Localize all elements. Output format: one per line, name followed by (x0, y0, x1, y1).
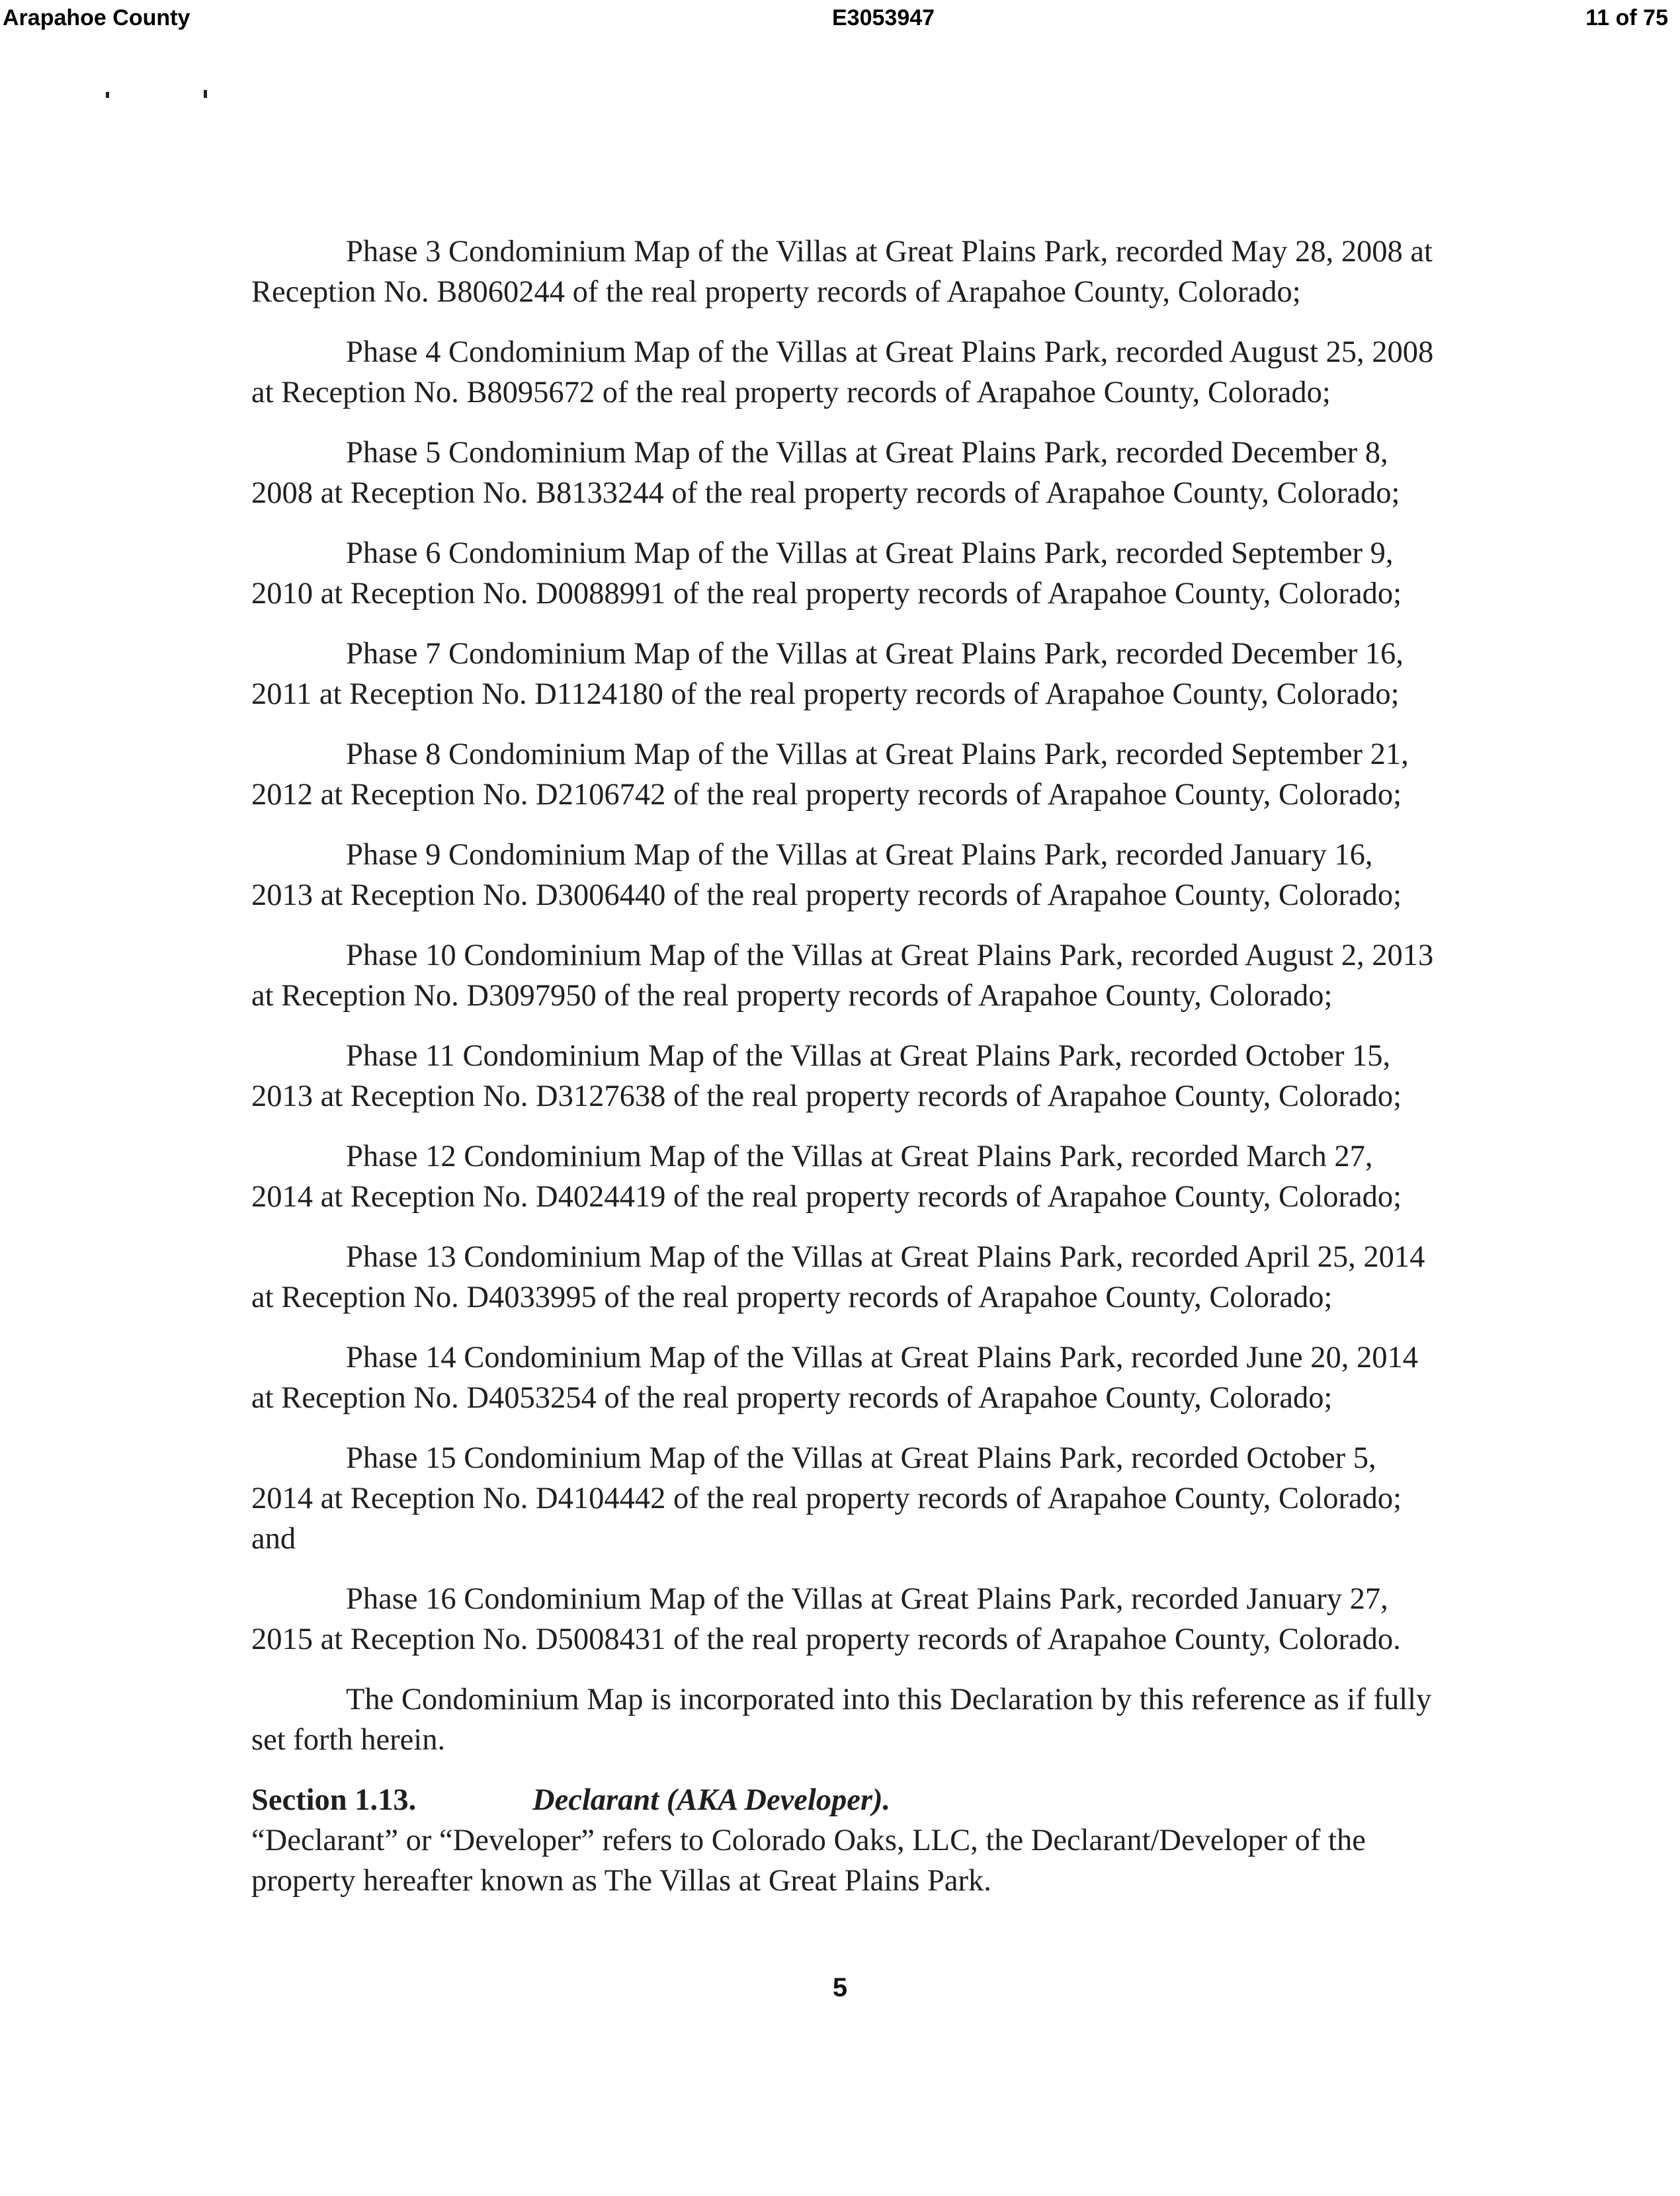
paragraph-phase-3: Phase 3 Condominium Map of the Villas at Great Plains Park, recorded May 28, 2008 at Reception No. B8060244 of the real property records of Arapahoe County, Colorado; (251, 235, 1433, 309)
header-county: Arapahoe County (3, 5, 190, 30)
header-document-id: E3053947 (832, 5, 935, 30)
page-header (0, 5, 1680, 38)
scan-mark (204, 90, 207, 98)
paragraph-phase-5: Phase 5 Condominium Map of the Villas at Great Plains Park, recorded December 8, 2008 at Reception No. B8133244 of the real property records of Arapahoe County, Colorado; (251, 436, 1400, 510)
paragraph-phase-13: Phase 13 Condominium Map of the Villas at Great Plains Park, recorded April 25, 2014 at Reception No. D4033995 of the real property records of Arapahoe County, Colorado; (251, 1240, 1425, 1314)
section-number: Section 1.13. (251, 1783, 417, 1817)
section-text: “Declarant” or “Developer” refers to Colorado Oaks, LLC, the Declarant/Developer of the property hereafter known as The Villas at Great Plains Park. (251, 1824, 1366, 1898)
paragraph-phase-11: Phase 11 Condominium Map of the Villas at Great Plains Park, recorded October 15, 2013 at Reception No. D3127638 of the real property records of Arapahoe County, Colorado; (251, 1039, 1402, 1113)
paragraph-phase-6: Phase 6 Condominium Map of the Villas at Great Plains Park, recorded September 9, 2010 at Reception No. D0088991 of the real property records of Arapahoe County, Colorado; (251, 536, 1402, 611)
paragraph-phase-15: Phase 15 Condominium Map of the Villas at Great Plains Park, recorded October 5, 2014 at Reception No. D4104442 of the real property records of Arapahoe County, Colorado; and (251, 1441, 1402, 1556)
document-body (251, 232, 1442, 1901)
paragraph-phase-10: Phase 10 Condominium Map of the Villas at Great Plains Park, recorded August 2, 2013 at Reception No. D3097950 of the real property records of Arapahoe County, Colorado; (251, 939, 1434, 1013)
paragraph-phase-16: Phase 16 Condominium Map of the Villas at Great Plains Park, recorded January 27, 2015 at Reception No. D5008431 of the real property records of Arapahoe County, Colorado. (251, 1582, 1401, 1656)
paragraph-phase-8: Phase 8 Condominium Map of the Villas at Great Plains Park, recorded September 21, 2012 at Reception No. D2106742 of the real property records of Arapahoe County, Colorado; (251, 738, 1409, 812)
paragraph-phase-9: Phase 9 Condominium Map of the Villas at Great Plains Park, recorded January 16, 2013 at Reception No. D3006440 of the real property records of Arapahoe County, Colorado; (251, 838, 1402, 912)
paragraph-incorporation: The Condominium Map is incorporated into this Declaration by this reference as if fully set forth herein. (251, 1683, 1432, 1757)
scan-mark (106, 92, 109, 98)
paragraph-phase-7: Phase 7 Condominium Map of the Villas at Great Plains Park, recorded December 16, 2011 at Reception No. D1124180 of the real property records of Arapahoe County, Colorado; (251, 637, 1404, 711)
header-page-count: 11 of 75 (1585, 5, 1668, 30)
section-heading (251, 1780, 1442, 1820)
paragraph-phase-12: Phase 12 Condominium Map of the Villas at Great Plains Park, recorded March 27, 2014 at Reception No. D4024419 of the real property records of Arapahoe County, Colorado; (251, 1140, 1402, 1214)
paragraph-phase-4: Phase 4 Condominium Map of the Villas at Great Plains Park, recorded August 25, 2008 at Reception No. B8095672 of the real property records of Arapahoe County, Colorado; (251, 335, 1434, 409)
page-number: 5 (832, 1973, 848, 2002)
paragraph-phase-14: Phase 14 Condominium Map of the Villas at Great Plains Park, recorded June 20, 2014 at Reception No. D4053254 of the real property records of Arapahoe County, Colorado; (251, 1341, 1419, 1415)
section-title: Declarant (AKA Developer). (532, 1783, 891, 1817)
